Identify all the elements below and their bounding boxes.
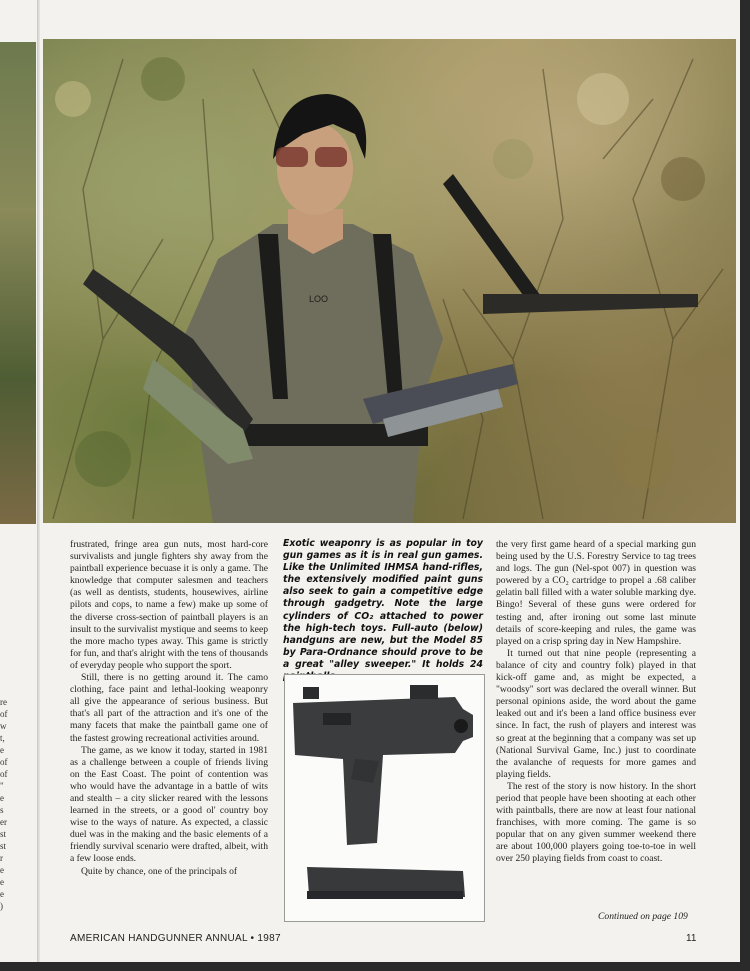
fragment-text: of [0, 769, 8, 779]
fragment-text: " [0, 781, 4, 791]
fragment-text: e [0, 877, 4, 887]
continued-note: Continued on page 109 [598, 911, 688, 922]
gun-illustration [285, 675, 484, 921]
fragment-text: er [0, 817, 7, 827]
page-fold [37, 0, 40, 962]
paragraph: The game, as we know it today, started in 1981 as a challenge between a couple of friends living on the East Coast. The point of contention was who would have the advantage in a battle of wits and stealth – a city slicker reared with the lessons learned in the streets, or a good ol' country boy wise to the ways of nature. As expected, a classic duel was in the making and the basic elements of a friendly survival scenario were drafted, albeit, with a few loose ends. [70, 744, 268, 865]
fragment-text: of [0, 709, 8, 719]
fragment-text: e [0, 889, 4, 899]
name-patch-text: LOO [309, 294, 329, 304]
main-photo [43, 39, 736, 523]
fragment-text: of [0, 757, 8, 767]
fragment-text: e [0, 793, 4, 803]
fragment-text: r [0, 853, 3, 863]
fragment-text: s [0, 805, 4, 815]
paragraph: the very first game heard of a special marking gun being used by the U.S. Forestry Service to tag trees and logs. The gun (Nel-spot 007) in question was powered by a CO₂ cartridge to propel a .68 caliber gelatin ball filled with a water soluble marking dye. Bingo! Several of these guns were ordered for testing and, after ironing out some last minute details of score-keeping and rules, the game was played on a crisp spring day in New Hampshire. [496, 539, 696, 647]
paragraph: Quite by chance, one of the principals of [81, 865, 238, 877]
fragment-text: st [0, 841, 7, 851]
paragraph: frustrated, fringe area gun nuts, most hard-core survivalists and jungle fighters shy away from the paintball experience becuase it is only a game. The knowledge that computer salesmen and teachers (as well as dentists, students, housewives, airline pilots and cops, to name a few) make up some of the diverse cross-section of paintball players is an insult to the survivalist mystique and seems to keep the more macho types away. This game is strictly for fun, and that's alright with the tens of thousands of everyday people who support the sport. [70, 539, 268, 671]
photo-illustration [43, 39, 736, 523]
photo-caption: Exotic weaponry is as popular in toy gun games as it is in real gun games. Like the Unlimited IHMSA hand-rifles, the extensively modified paint guns also seek to gain a competitive edge through gadgetry. Note the large cylinders of CO₂ attached to power the high-tech toys. Full-auto (below) handguns are new, but the Model 85 by Para-Ordnance should prove to be a great "alley sweeper." It holds 24 [283, 538, 483, 670]
article-column-right [496, 539, 696, 866]
fragment-text: t, [0, 733, 5, 743]
fragment-text: re [0, 697, 7, 707]
previous-page-text-fragments [0, 540, 10, 960]
paragraph: The rest of the story is now history. In the short period that people have been shooting at each other with paintballs, there are now at least four national franchises, with more coming. The game is so popular that on any given summer weekend there are about 100,000 players going toe-to-toe in well over 250 playing fields from coast to coast. [496, 780, 696, 865]
article-column-left [70, 539, 268, 878]
inset-photo-submachine-gun [284, 674, 485, 922]
fragment-text: ) [0, 901, 3, 911]
fragment-text: e [0, 745, 4, 755]
page-number: 11 [686, 933, 697, 944]
fragment-text: w [0, 721, 7, 731]
fragment-text: st [0, 829, 7, 839]
fragment-text: e [0, 865, 4, 875]
footer-publication: AMERICAN HANDGUNNER ANNUAL • 1987 [70, 933, 281, 944]
paragraph: Still, there is no getting around it. The camo clothing, face paint and lethal-looking weaponry all give the appearance of serious business. But that's all part of the attraction and it's one of the many facets that make the paintball game one of the fastest growing recreational activities around. [70, 672, 268, 744]
paragraph: It turned out that nine people (representing a balance of city and country folk) played in that kick-off game and, as might be expected, a "woodsy" sort was declared the overall winner. But personal opinions aside, the word about the game leaked out and it's been a land office business ever since. In fact, the rush of players and interest was so great at the beginning that a company was set up (National Survival Game, Inc.) just to coordinate the avalanche of requests for more games and playing fields. [496, 647, 696, 780]
previous-page-photo-edge [0, 42, 36, 524]
